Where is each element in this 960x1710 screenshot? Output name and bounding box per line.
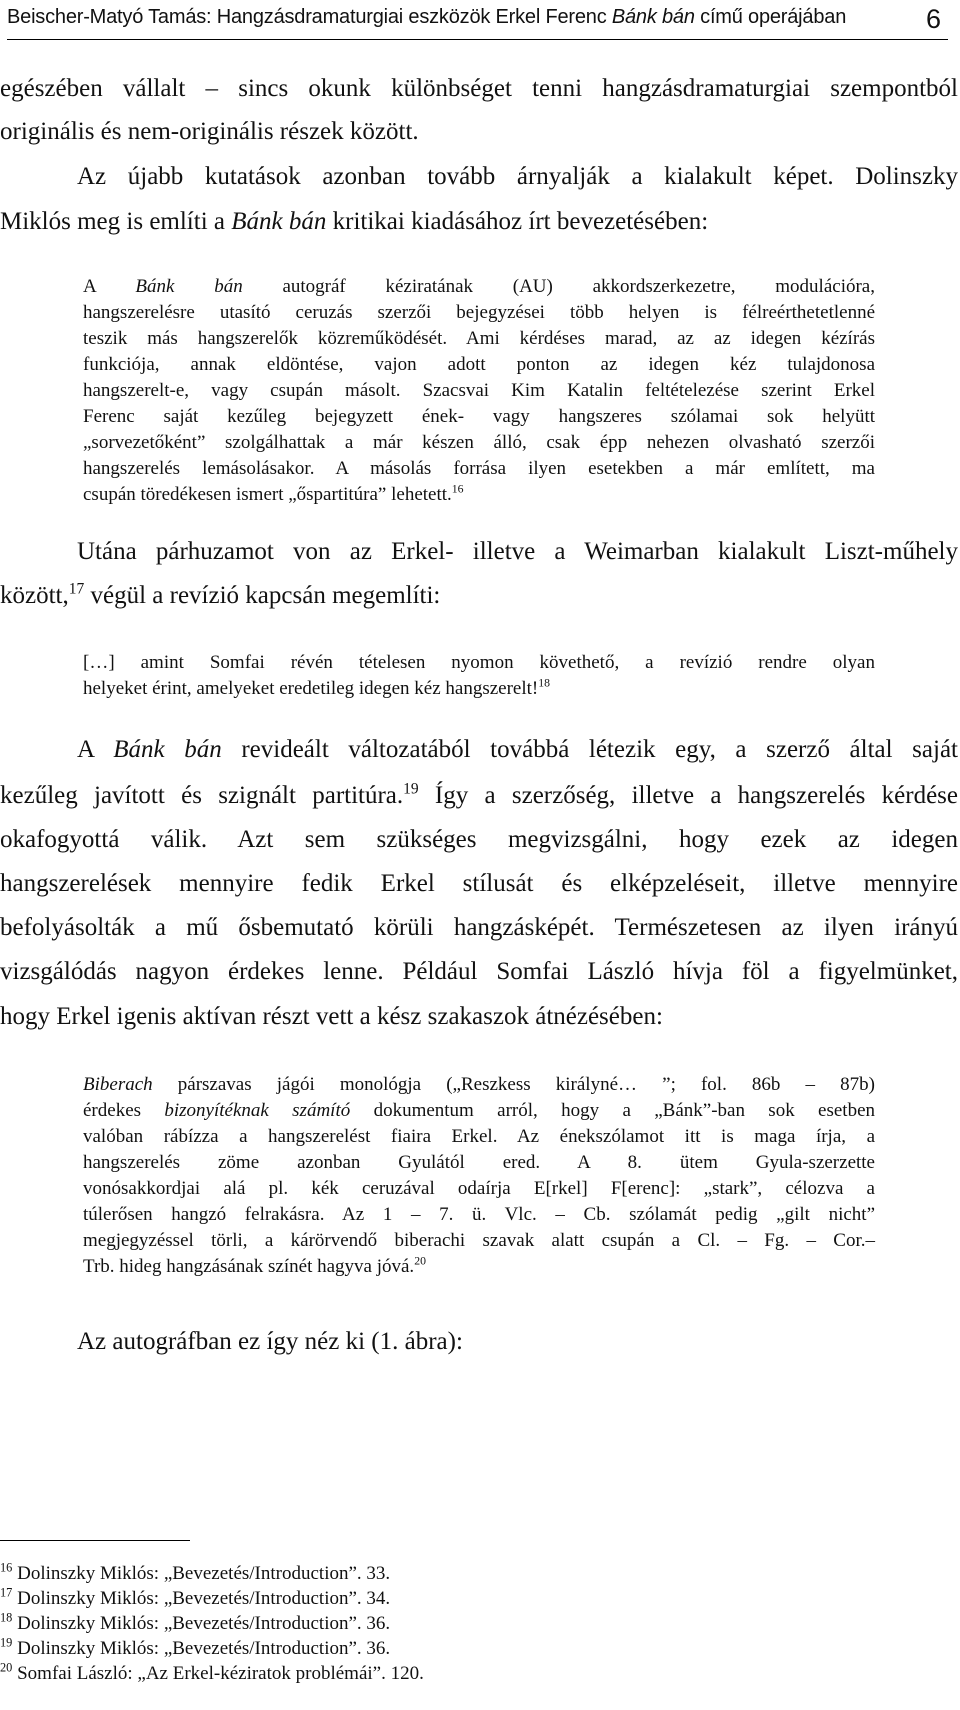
paragraph-4-line-2: kezűleg javított és szignált partitúra.$^{19}$ Így a szerzőség, illetve a hangszerelés kérdése (0, 780, 958, 809)
quote-3-line-7: megjegyzéssel törli, a kárörvendő biberachi szavak alatt csupán a Cl. – Fg. – Cor.– (83, 1230, 875, 1251)
quote-2-line-1: […] amint Somfai révén tételesen nyomon követhető, a revízió rendre olyan (83, 652, 875, 673)
footnote-16: $^{16}$ Dolinszky Miklós: „Bevezetés/Introduction”. 33. (0, 1560, 391, 1584)
paragraph-3-line-1: Utána párhuzamot von az Erkel- illetve a Weimarban kialakult Liszt-műhely (77, 538, 958, 565)
quote-3-line-5: vonósakkordjai alá pl. kék ceruzával odaírja E[rkel] F[erenc]: „stark”, célozva a (83, 1178, 875, 1199)
paragraph-2-line-2: Miklós meg is említi a Bánk bán kritikai kiadásához írt bevezetésében: (0, 208, 709, 235)
footnote-ref-17[interactable]: 17 (68, 580, 85, 598)
paragraph-3-line-2: között,$^{17}$ végül a revízió kapcsán megemlíti: (0, 580, 441, 609)
quote-1-line-5: hangszerelt-e, vagy csupán másolt. Szacsvai Kim Katalin feltételezése szerint Erkel (83, 380, 875, 401)
header-rule (7, 39, 948, 40)
paragraph-1-line-2: originális és nem-originális részek között. (0, 118, 419, 145)
header-title: Beischer-Matyó Tamás: Hangzásdramaturgiai eszközök Erkel Ferenc Bánk bán című operájában (7, 6, 847, 28)
paragraph-4-line-1: A Bánk bán revideált változatából továbbá létezik egy, a szerző által saját (77, 736, 958, 763)
footnote-ref-19[interactable]: 19 (403, 780, 419, 798)
running-header (7, 6, 955, 36)
paragraph-2-line-1: Az újabb kutatások azonban tovább árnyalják a kialakult képet. Dolinszky (77, 163, 958, 190)
quote-1-line-9: csupán töredékesen ismert „őspartitúra” lehetett.$^{16}$ (83, 482, 464, 505)
quote-3-line-6: túlerősen hangzó felrakásra. Az 1 – 7. ü. Vlc. – Cb. szólamát pedig „gilt nicht” (83, 1204, 875, 1225)
quote-1-line-7: „sorvezetőként” szolgálhattak a már készen álló, csak épp nehezen olvasható szerzői (83, 432, 875, 453)
quote-3-line-4: hangszerelés zöme azonban Gyulától ered. A 8. ütem Gyula-szerzette (83, 1152, 875, 1173)
footnote-ref-16[interactable]: 16 (451, 482, 464, 496)
paragraph-4-line-5: befolyásolták a mű ősbemutató körüli hangzásképét. Természetesen az ilyen irányú (0, 914, 958, 941)
quote-1-line-2: hangszerelésre utasító ceruzás szerzői bejegyzései több helyen is félreérthetetlenné (83, 302, 875, 323)
paragraph-1-line-1: egészében vállalt – sincs okunk különbséget tenni hangzásdramaturgiai szempontból (0, 75, 958, 102)
quote-3-line-3: valóban rábízza a hangszerelést fiaira Erkel. Az énekszólamot itt is maga írja, a (83, 1126, 875, 1147)
paragraph-5-line-1: Az autográfban ez így néz ki (1. ábra): (77, 1328, 463, 1355)
footnote-ref-18[interactable]: 18 (538, 676, 551, 690)
paragraph-4-line-4: hangszerelések mennyire fedik Erkel stílusát és elképzeléseit, illetve mennyire (0, 870, 958, 897)
paragraph-4-line-3: okafogyottá válik. Azt sem szükséges megvizsgálni, hogy ezek az idegen (0, 826, 958, 853)
quote-3-line-2: érdekes bizonyítéknak számító dokumentum arról, hogy a „Bánk”-ban sok esetben (83, 1100, 875, 1121)
footnote-20: $^{20}$ Somfai László: „Az Erkel-kéziratok problémái”. 120. (0, 1660, 424, 1684)
quote-3-line-8: Trb. hideg hangzásának színét hagyva jóvá.$^{20}$ (83, 1254, 426, 1277)
footnote-19: $^{19}$ Dolinszky Miklós: „Bevezetés/Introduction”. 36. (0, 1635, 391, 1659)
footnote-separator (0, 1540, 190, 1541)
quote-1-line-1: A Bánk bán autográf kéziratának (AU) akkordszerkezetre, modulációra, (83, 276, 875, 297)
footnote-ref-20[interactable]: 20 (414, 1254, 426, 1268)
quote-1-line-4: funkciója, annak eldöntése, vajon adott ponton az idegen kéz tulajdonosa (83, 354, 875, 375)
paragraph-4-line-7: hogy Erkel igenis aktívan részt vett a kész szakaszok átnézésében: (0, 1003, 663, 1030)
quote-2-line-2: helyeket érint, amelyeket eredetileg idegen kéz hangszerelt!$^{18}$ (83, 676, 551, 699)
quote-1-line-8: hangszerelés lemásolásakor. A másolás forrása ilyen esetekben a már említett, ma (83, 458, 875, 479)
quote-3-line-1: Biberach párszavas jágói monológja („Reszkess királyné… ”; fol. 86b – 87b) (83, 1074, 875, 1095)
footnote-18: $^{18}$ Dolinszky Miklós: „Bevezetés/Introduction”. 36. (0, 1610, 391, 1634)
quote-1-line-6: Ferenc saját kezűleg bejegyzett ének- vagy hangszeres szólamai sok helyütt (83, 406, 875, 427)
page-number: 6 (925, 4, 941, 34)
quote-1-line-3: teszik más hangszerelők közreműködését. Ami kérdéses marad, az az idegen kézírás (83, 328, 875, 349)
footnote-17: $^{17}$ Dolinszky Miklós: „Bevezetés/Introduction”. 34. (0, 1585, 391, 1609)
paragraph-4-line-6: vizsgálódás nagyon érdekes lenne. Például Somfai László hívja föl a figyelmünket, (0, 958, 958, 985)
